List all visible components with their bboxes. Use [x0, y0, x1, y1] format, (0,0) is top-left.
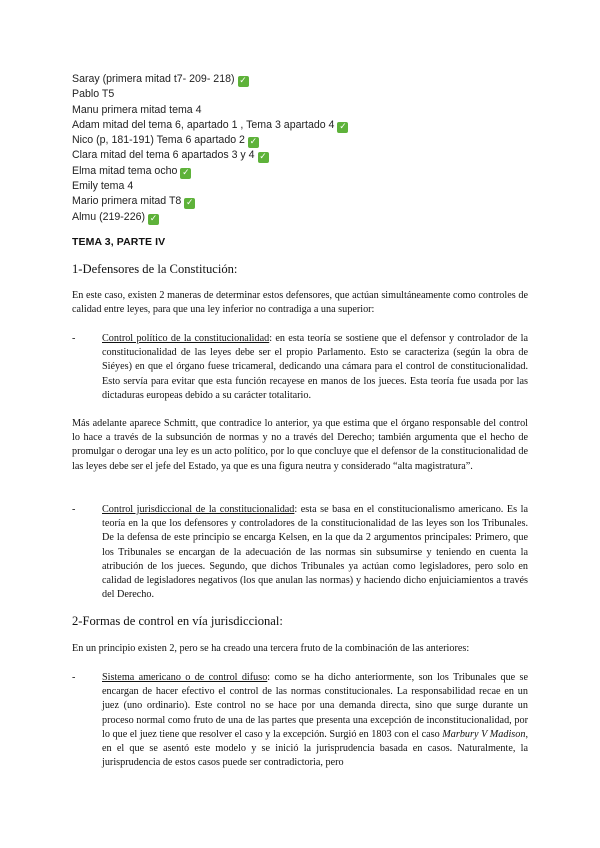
bullet-dash: -	[72, 504, 76, 515]
assignment-row	[72, 179, 348, 194]
bullet-term: Control jurisdiccional de la constitucionalidad	[102, 504, 295, 515]
document-title: TEMA 3, PARTE IV	[72, 236, 166, 248]
bullet-body-a: : como se ha dicho anteriormente, son los Tribunales que se encargan de hacer efectivo el control de las normas constitucionales. La responsabilidad recae en un juez (uno ordinario). Este control no se hace por una demanda directa, sino que surge durante un proceso normal como fruto de una de las partes que presenta una excepción de inconstitucionalidad, por lo que el juez tiene que resolver el caso y la excepción. Surgió en 1803 con el caso	[102, 672, 529, 740]
bullet-dash: -	[72, 672, 76, 683]
schmitt-paragraph: Más adelante aparece Schmitt, que contradice lo anterior, ya que estima que el órgano responsable del control lo hace a través de la subsunción de normas y no a través del Derecho; también argumenta que el hecho de promulgar o derogar una ley es un acto político, por lo que concluye que el defensor de la constitucionalidad de las leyes debe ser el jefe del Estado, ya que es una figura neutra y considerado “alta magistratura”.	[72, 418, 528, 472]
check-mark-icon: ✓	[149, 213, 158, 224]
bullet-text	[102, 671, 528, 770]
check-mark-icon: ✓	[239, 76, 247, 86]
assignment-row	[72, 210, 348, 225]
check-mark-icon: ✓	[339, 121, 347, 132]
assignment-text: Pablo T5	[72, 88, 115, 101]
bullet-control-jurisdiccional	[72, 503, 528, 602]
bullet-term: Control político de la constitucionalidad	[102, 333, 270, 344]
bullet-body: : esta se basa en el constitucionalismo americano. Es la teoría en la que los defensores y controladores de la constitucionalidad de las leyes son los Tribunales. De la defensa de este principio se encarga Kelsen, en la que da 2 argumentos principales: Primero, que los Tribunales se encargan de la adecuación de las normas sin subsumirse y teniendo en cuenta la atribución de los jueces. Segundo, que dichos Tribunales ya actúan como legisladores, pero solo en calidad de legisladores negativos (los que anulan las normas) y haciendo dicho enjuiciamientos a través del Derecho.	[102, 504, 528, 601]
bullet-term: Sistema americano o de control difuso	[102, 672, 268, 683]
assignment-text: Elma mitad tema ocho	[72, 164, 178, 177]
assignment-text: Emily tema 4	[72, 180, 134, 193]
bullet-text	[102, 503, 528, 602]
assignment-row	[72, 148, 348, 163]
assignment-text: Adam mitad del tema 6, apartado 1 , Tema 3 apartado 4	[72, 118, 335, 131]
check-mark-icon: ✓	[249, 137, 258, 148]
check-mark-icon: ✓	[182, 167, 190, 178]
assignment-text: Nico (p, 181-191) Tema 6 apartado 2	[72, 134, 245, 147]
assignment-row	[72, 133, 348, 148]
assignment-text: Clara mitad del tema 6 apartados 3 y 4	[72, 149, 255, 162]
assignment-row	[72, 72, 348, 87]
assignment-row	[72, 164, 348, 179]
check-mark-icon: ✓	[259, 152, 267, 163]
assignment-text: Mario primera mitad T8	[72, 195, 182, 208]
bullet-body: : en esta teoría se sostiene que el defensor y controlador de la constitucionalidad de las leyes debe ser el propio Parlamento. Esto se caracteriza (según la obra de Siéyes) en que el órgano fuese tricameral, dedicando una cámara para el control de constitucionalidad. Esto servía para evitar que esta función recayese en manos de los jueces. Esta teoría fue usada por las dictaduras europeas debido a su carácter totalitario.	[102, 333, 528, 401]
bullet-body-b: , en el que se asentó este modelo y se inició la jurisprudencia basada en casos. Naturalmente, la jurisprudencia de estos casos puede ser contradictoria, pero	[102, 728, 528, 769]
assignment-row	[72, 103, 348, 118]
bullet-control-politico	[72, 332, 528, 403]
bullet-sistema-americano	[72, 671, 528, 770]
assignment-list	[72, 72, 348, 225]
section-heading-defensores: 1-Defensores de la Constitución:	[72, 262, 238, 276]
section1-intro-paragraph: En este caso, existen 2 maneras de determinar estos defensores, que actúan simultáneamente como controles de calidad entre leyes, para que una ley inferior no contradiga a una superior:	[72, 290, 528, 316]
bullet-dash: -	[72, 333, 76, 344]
assignment-text: Almu (219-226)	[72, 210, 146, 223]
check-mark-icon: ✓	[186, 198, 194, 209]
case-name: Marbury V Madison	[442, 728, 526, 740]
assignment-row	[72, 118, 348, 133]
section2-intro-paragraph: En un principio existen 2, pero se ha creado una tercera fruto de la combinación de las anteriores:	[72, 643, 470, 654]
section-heading-formas-control: 2-Formas de control en vía jurisdiccional:	[72, 614, 283, 628]
assignment-text: Manu primera mitad tema 4	[72, 103, 202, 116]
assignment-text: Saray (primera mitad t7- 209- 218)	[72, 73, 235, 85]
assignment-row	[72, 87, 348, 102]
assignment-row	[72, 194, 348, 209]
bullet-text	[102, 332, 528, 403]
